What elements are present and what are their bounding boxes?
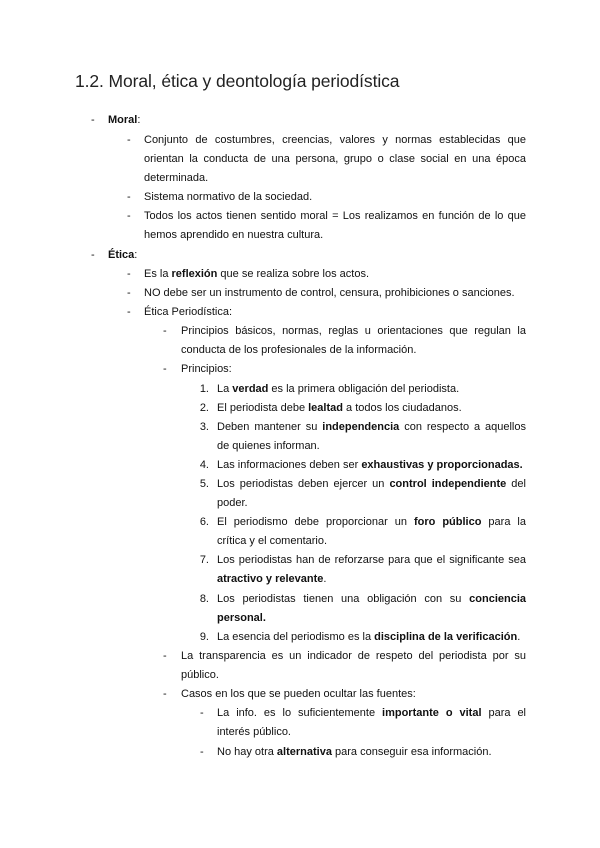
moral-heading-line (108, 113, 140, 127)
bold-run: exhaustivas y proporcionadas. (361, 459, 523, 471)
list-number: 6. (199, 516, 209, 528)
bullet-dash: - (127, 306, 131, 318)
principio-6-line-2: crítica y el comentario. (217, 535, 328, 547)
casos-label: Casos en los que se pueden ocultar las fuentes: (181, 688, 416, 700)
bullet-dash: - (91, 114, 95, 126)
bullet-dash: - (163, 363, 167, 375)
bold-run: importante o vital (382, 707, 482, 719)
list-number: 9. (199, 631, 209, 643)
caso-1-line-2: interés público. (217, 726, 291, 738)
caso-2 (217, 745, 492, 759)
etica-item-2: NO debe ser un instrumento de control, censura, prohibiciones o sanciones. (144, 287, 515, 299)
text-run: del (506, 478, 526, 490)
principio-5-line-2: poder. (217, 497, 248, 509)
list-number: 7. (199, 554, 209, 566)
moral-item-2: Sistema normativo de la sociedad. (144, 191, 313, 203)
bold-run: foro público (413, 516, 482, 528)
section-title: 1.2. Moral, ética y deontología periodística (75, 71, 400, 91)
bold-run: control independiente (389, 478, 507, 490)
basicos-line-2: conducta de los profesionales de la información. (181, 344, 417, 356)
text-run: Los periodistas tienen una obligación con su (217, 593, 470, 605)
list-number: 4. (199, 459, 209, 471)
text-run: Es la (144, 268, 172, 280)
list-number: 2. (199, 402, 209, 414)
principio-7-line-2 (217, 572, 326, 586)
bold-run: conciencia (469, 593, 526, 605)
principios-label: Principios: (181, 363, 232, 375)
principio-3-line-1 (217, 420, 526, 434)
moral-heading: Moral (108, 114, 138, 126)
bullet-dash: - (127, 134, 131, 146)
transparencia-line-1: La transparencia es un indicador de respeto del periodista por su (181, 650, 526, 662)
principio-8-line-2 (217, 611, 266, 625)
text-run: La (217, 383, 233, 395)
text-run: es la primera obligación del periodista. (268, 383, 460, 395)
bullet-dash: - (163, 325, 167, 337)
bullet-dash: - (163, 650, 167, 662)
text-run: La esencia del periodismo es la (217, 631, 375, 643)
bold-run: atractivo y relevante (217, 573, 324, 585)
text-run: . (323, 573, 327, 585)
text-run: El periodista debe (217, 402, 309, 414)
bullet-dash: - (200, 707, 204, 719)
bullet-dash: - (127, 287, 131, 299)
bold-run: lealtad (308, 402, 343, 414)
moral-item-3-line-2: hemos aprendido en nuestra cultura. (144, 229, 324, 241)
principio-2 (217, 401, 462, 415)
bullet-dash: - (163, 688, 167, 700)
list-number: 8. (199, 593, 209, 605)
bold-run: alternativa (276, 746, 332, 758)
text-run: La info. es lo suficientemente (217, 707, 383, 719)
moral-item-1-line-1: Conjunto de costumbres, creencias, valores y normas establecidas que (144, 134, 526, 146)
principio-5-line-1 (217, 477, 526, 491)
etica-item-1 (144, 267, 369, 281)
text-run: Los periodistas deben ejercer un (217, 478, 390, 490)
text-run: para conseguir esa información. (331, 746, 492, 758)
text-run: con respecto a aquellos (399, 421, 526, 433)
principio-6-line-1 (217, 515, 526, 529)
text-run: El periodismo debe proporcionar un (217, 516, 414, 528)
bullet-dash: - (91, 249, 95, 261)
etica-heading-line (108, 248, 137, 262)
principio-8-line-1 (217, 592, 526, 606)
principio-3-line-2: de quienes informan. (217, 440, 320, 452)
moral-item-3-line-1: Todos los actos tienen sentido moral = Los realizamos en función de lo que (144, 210, 526, 222)
principio-4 (217, 458, 523, 472)
text-run: para el (481, 707, 527, 719)
text-run: Las informaciones deben ser (217, 459, 362, 471)
bold-run: personal. (217, 612, 266, 624)
text-run: . (517, 631, 521, 643)
text-run: para la (481, 516, 526, 528)
bullet-dash: - (127, 268, 131, 280)
basicos-line-1: Principios básicos, normas, reglas u orientaciones que regulan la (181, 325, 526, 337)
bold-run: verdad (232, 383, 269, 395)
bold-run: reflexión (171, 268, 218, 280)
list-number: 1. (199, 383, 209, 395)
caso-1-line-1 (217, 706, 526, 720)
text-run: No hay otra (217, 746, 277, 758)
bullet-dash: - (127, 210, 131, 222)
etica-heading: Ética (108, 249, 135, 261)
bullet-dash: - (127, 191, 131, 203)
text-run: Deben mantener su (217, 421, 323, 433)
moral-item-1-line-3: determinada. (144, 172, 209, 184)
moral-item-1-line-2: orientan la conducta de una persona, grupo o clase social en una época (144, 153, 526, 165)
colon: : (137, 114, 141, 126)
etica-item-3: Ética Periodística: (144, 306, 233, 318)
principio-7-line-1: Los periodistas han de reforzarse para que el significante sea (217, 554, 526, 566)
transparencia-line-2: público. (181, 669, 219, 681)
principio-9 (217, 630, 520, 644)
bold-run: disciplina de la verificación (374, 631, 518, 643)
list-number: 3. (199, 421, 209, 433)
principio-1 (217, 382, 459, 396)
colon: : (134, 249, 138, 261)
bullet-dash: - (200, 746, 204, 758)
text-run: a todos los ciudadanos. (342, 402, 462, 414)
text-run: que se realiza sobre los actos. (217, 268, 370, 280)
list-number: 5. (199, 478, 209, 490)
bold-run: independencia (322, 421, 400, 433)
